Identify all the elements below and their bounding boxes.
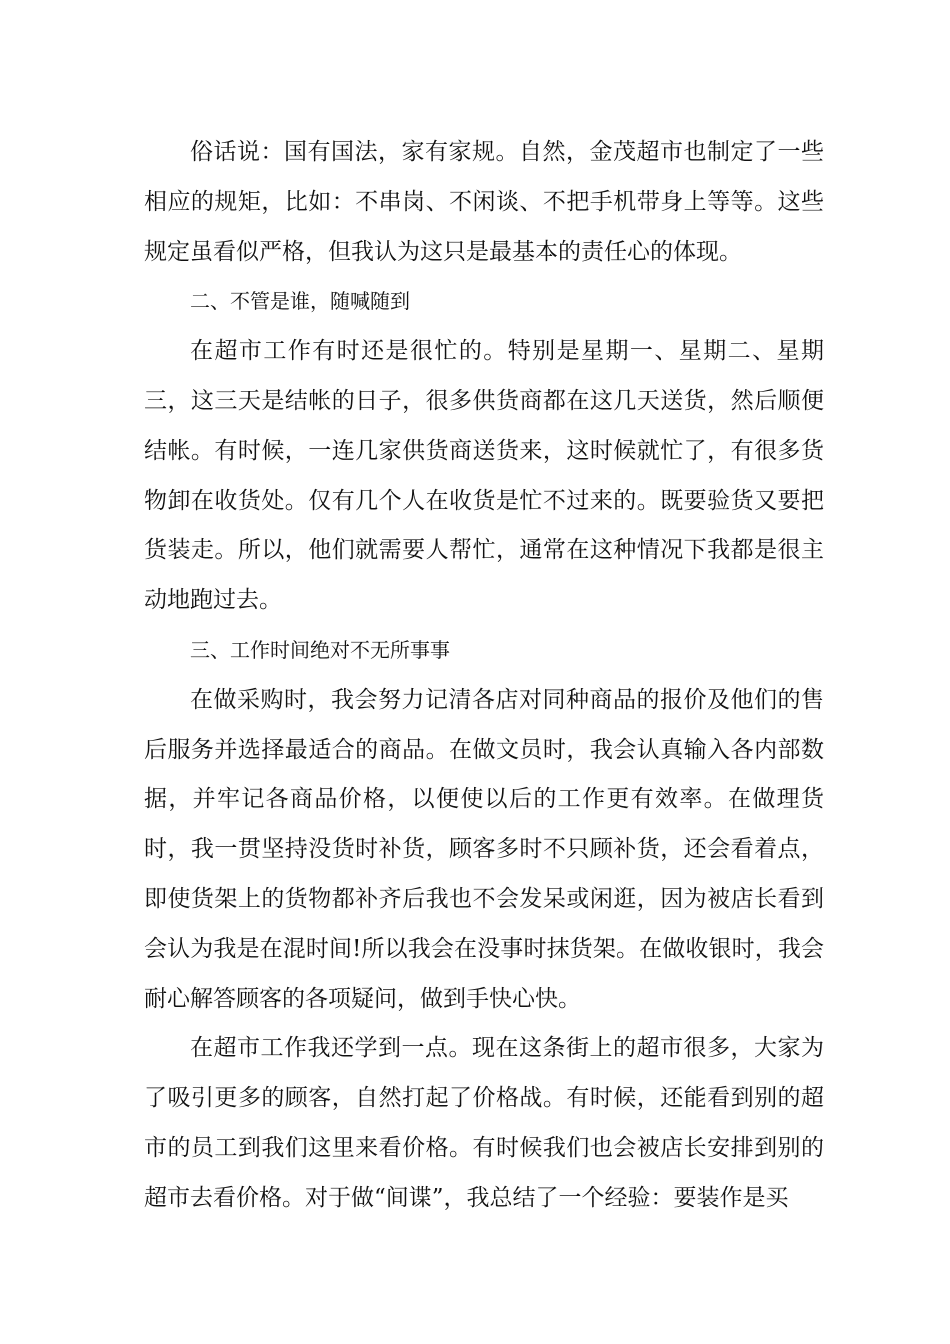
paragraph-rules: 俗话说：国有国法，家有家规。自然，金茂超市也制定了一些相应的规矩，比如：不串岗、不闲谈、不把手机带身上等等。这些规定虽看似严格，但我认为这只是最基本的责任心的体现。 [144, 139, 824, 265]
paragraph-busy: 在超市工作有时还是很忙的。特别是星期一、星期二、星期三，这三天是结帐的日子，很多供货商都在这几天送货，然后顺便结帐。有时候，一连几家供货商送货来，这时候就忙了，有很多货物卸在收货处。仅有几个人在收货是忙不过来的。既要验货又要把货装走。所以，他们就需要人帮忙，通常在这种情况下我都是很主动地跑过去。 [144, 338, 824, 614]
paragraph-price-war: 在超市工作我还学到一点。现在这条街上的超市很多，大家为了吸引更多的顾客，自然打起了价格战。有时候，还能看到别的超市的员工到我们这里来看价格。有时候我们也会被店长安排到别的超市去看价格。对于做“间谍”，我总结了一个经验：要装作是买 [144, 1035, 824, 1211]
document-body [144, 128, 824, 1224]
section-heading-2: 二、不管是谁，随喊随到 [190, 289, 410, 314]
section-heading-3: 三、工作时间绝对不无所事事 [190, 637, 450, 662]
paragraph-duties: 在做采购时，我会努力记清各店对同种商品的报价及他们的售后服务并选择最适合的商品。在做文员时，我会认真输入各内部数据，并牢记各商品价格，以便使以后的工作更有效率。在做理货时，我一贯坚持没货时补货，顾客多时不只顾补货，还会看着点，即使货架上的货物都补齐后我也不会发呆或闲逛，因为被店长看到会认为我是在混时间!所以我会在没事时抹货架。在做收银时，我会耐心解答顾客的各项疑问，做到手快心快。 [144, 686, 824, 1012]
